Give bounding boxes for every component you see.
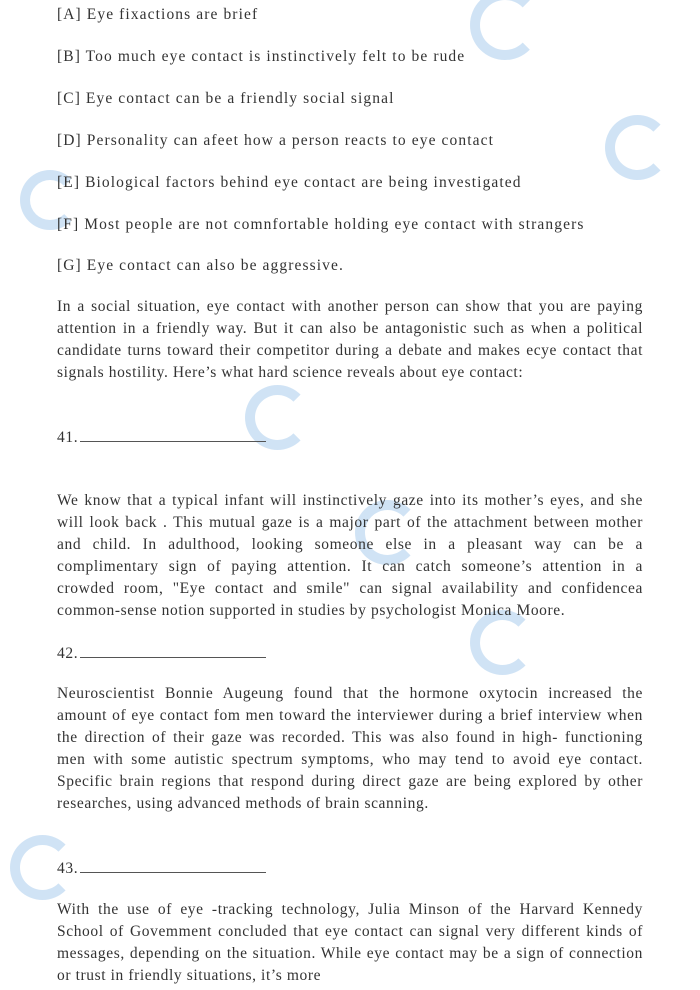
paragraph-42: Neuroscientist Bonnie Augeung found that the hormone oxytocin increased the amount of eye contact fom men toward the interviewer during a brief interview when the direction of their gaze was recorded. This was also found in high- functioning men with some autistic spectrum symptoms, who may tend to avoid eye contact. Specific brain regions that respond during direct gaze are being explored by other researches, using advanced methods of brain scanning.	[57, 685, 643, 812]
question-41	[57, 427, 643, 448]
option-f: [F] Most people are not comnfortable holding eye contact with strangers	[57, 216, 585, 233]
answer-blank[interactable]	[80, 858, 266, 873]
paragraph-43: With the use of eye -tracking technology, Julia Minson of the Harvard Kennedy School of Govemment concluded that eye contact can signal very different kinds of messages, depending on the situation. While eye contact may be a sign of connection or trust in friendly situations, it’s more	[57, 901, 643, 984]
question-number: 41.	[57, 429, 79, 446]
option-e: [E] Biological factors behind eye contact are being investigated	[57, 174, 522, 191]
answer-blank[interactable]	[80, 427, 266, 442]
option-b: [B] Too much eye contact is instinctively felt to be rude	[57, 48, 466, 65]
intro-paragraph: In a social situation, eye contact with another person can show that you are paying attention in a friendly way. But it can also be antagonistic such as when a political candidate turns toward their competitor during a debate and makes ecye contact that signals hostility. Here’s what hard science reveals about eye contact:	[57, 298, 643, 381]
question-43	[57, 858, 643, 879]
paragraph-41: We know that a typical infant will instinctively gaze into its mother’s eyes, and she will look back . This mutual gaze is a major part of the attachment between mother and child. In adulthood, looking someone else in a pleasant way can be a complimentary sign of paying attention. It can catch someone’s attention in a crowded room, "Eye contact and smile" can signal availability and confidencea common-sense notion supported in studies by psychologist Monica Moore.	[57, 492, 643, 619]
question-number: 43.	[57, 860, 79, 877]
option-d: [D] Personality can afeet how a person reacts to eye contact	[57, 132, 494, 149]
question-number: 42.	[57, 645, 79, 662]
answer-blank[interactable]	[80, 643, 266, 658]
question-42	[57, 643, 643, 664]
option-c: [C] Eye contact can be a friendly social signal	[57, 90, 395, 107]
option-g: [G] Eye contact can also be aggressive.	[57, 257, 344, 274]
option-a: [A] Eye fixactions are brief	[57, 6, 259, 23]
